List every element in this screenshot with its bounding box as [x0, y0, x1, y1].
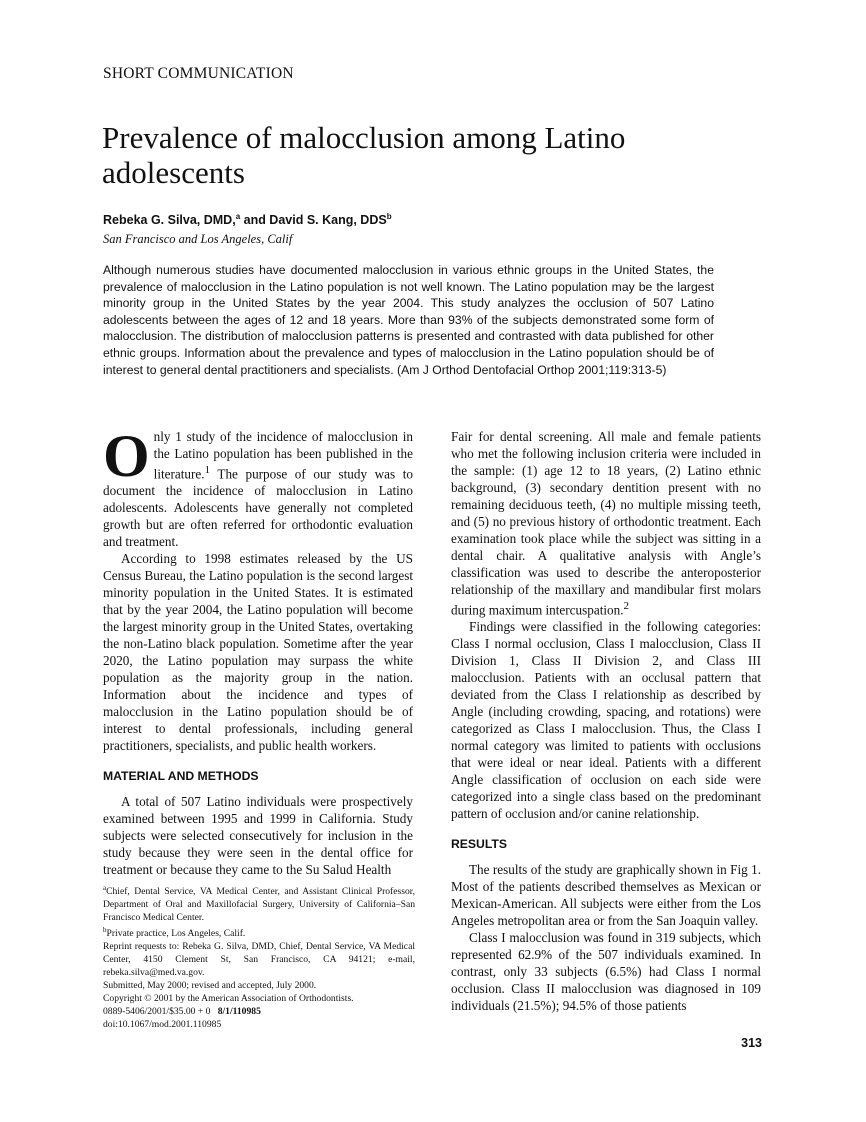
- paragraph: The results of the study are graphically shown in Fig 1. Most of the patients described themselves as Mexican or Mexican-American. All subjects were either from the Los Angeles metropolitan area or from the San Joaquin valley.: [451, 862, 761, 929]
- author-2-sup: b: [386, 212, 392, 221]
- text: The purpose of our study was to document the incidence of malocclusion in Latino adolescents. Adolescents have generally not completed growth but are often referred for orthodontic evaluation and treatment.: [103, 466, 413, 550]
- code: 8/1/110985: [217, 1006, 261, 1018]
- left-column: [103, 423, 413, 878]
- author-2: and David S. Kang, DDS: [240, 213, 387, 228]
- section-label: SHORT COMMUNICATION: [103, 65, 294, 82]
- text: Fair for dental screening. All male and female patients who met the following inclusion criteria were included in the sample: (1) age 12 to 18 years, (2) Latino ethnic background, (3) secondary dentition present with no remaining deciduous teeth, (4) no multiple missing teeth, and (5) no previous history of orthodontic treatment. Each examination took place while the subject was sitting in a dental chair. A qualitative analysis with Angle’s classification was used to describe the anteroposterior relationship of the maxillary and mandibular first molars during maximum intercuspation.: [451, 429, 761, 618]
- issn-text: 0889-5406/2001/$35.00 + 0: [103, 1006, 211, 1018]
- drop-cap: O: [103, 423, 150, 489]
- right-column: [451, 428, 761, 1014]
- article-title: Prevalence of malocclusion among Latino adolescents: [102, 120, 626, 190]
- sup: a: [103, 884, 107, 892]
- affiliation: San Francisco and Los Angeles, Calif: [103, 232, 293, 246]
- author-1-sup: a: [235, 212, 241, 221]
- issn: [103, 1005, 415, 1018]
- page-number: 313: [741, 1036, 762, 1050]
- authors: [103, 212, 392, 227]
- reprint-requests: Reprint requests to: Rebeka G. Silva, DMD, Chief, Dental Service, VA Medical Center, 4150 Clement St, San Francisco, CA 94121; e-mail, rebeka.silva@med.va.gov.: [103, 941, 415, 979]
- text: Private practice, Los Angeles, Calif.: [106, 928, 246, 940]
- footnote-a: [103, 882, 415, 924]
- paragraph: Findings were classified in the following categories: Class I normal occlusion, Class I malocclusion, Class II Division 1, Class II Division 2, and Class III malocclusion. Patients with an occlusal pattern that deviated from the Class I relationship as described by Angle (including crowding, spacing, and rotations) were categorized as Class I malocclusion. Thus, the Class I normal category was limited to patients with occlusions that were ideal or near ideal. Patients with a different Angle classification of occlusion on each side were categorized into a single class based on the predominant pattern of occlusion and/or canine relationship.: [451, 619, 761, 822]
- text: Chief, Dental Service, VA Medical Center, and Assistant Clinical Professor, Department of Oral and Maxillofacial Surgery, University of California–San Francisco Medical Center.: [103, 886, 415, 924]
- paragraph: [451, 428, 761, 618]
- abstract: Although numerous studies have documented malocclusion in various ethnic groups in the United States, the prevalence of malocclusion in the Latino population is not well known. The Latino population may be the largest minority group in the United States by the year 2004. This study analyzes the occlusion of 507 Latino adolescents between the ages of 12 and 18 years. More than 93% of the subjects demonstrated some form of malocclusion. The distribution of malocclusion patterns is presented and contrasted with data published for other ethnic groups. Information about the prevalence and types of malocclusion in the Latino population should be of interest to general dental practitioners and specialists. (Am J Orthod Dentofacial Orthop 2001;119:313-5): [103, 263, 714, 377]
- heading-methods: MATERIAL AND METHODS: [103, 769, 259, 784]
- heading-results: RESULTS: [451, 837, 507, 852]
- footnotes: [103, 882, 415, 1031]
- submitted: Submitted, May 2000; revised and accepted, July 2000.: [103, 980, 317, 992]
- doi: doi:10.1067/mod.2001.110985: [103, 1019, 222, 1031]
- paragraph: Class I malocclusion was found in 319 subjects, which represented 62.9% of the 507 individuals examined. In contrast, only 33 subjects (6.5%) had Class I normal occlusion. Class II malocclusion was diagnosed in 109 individuals (21.5%); 94.5% of those patients: [451, 930, 761, 1014]
- reference: 1: [204, 464, 211, 476]
- sup: b: [103, 926, 107, 935]
- author-1: Rebeka G. Silva, DMD,: [103, 213, 236, 228]
- footnote-b: [103, 924, 415, 940]
- paragraph: [103, 423, 413, 550]
- reference: 2: [623, 600, 630, 612]
- text: nly 1 study of the incidence of malocclusion in the Latino population has been published in the literature.: [153, 429, 413, 482]
- paragraph: According to 1998 estimates released by the US Census Bureau, the Latino population is the second largest minority population in the United States. It is estimated that by the year 2004, the Latino population will become the largest minority group in the United States, overtaking the non-Latino black population. Sometime after the year 2020, the Latino population may surpass the white population as the majority group in the nation. Information about the incidence and types of malocclusion in the Latino population should be of interest to dental professionals, including general practitioners, specialists, and public health workers.: [103, 551, 413, 754]
- paragraph: A total of 507 Latino individuals were prospectively examined between 1995 and 1999 in California. Study subjects were selected consecutively for inclusion in the study because they were seen in the dental office for treatment or because they came to the Su Salud Health: [103, 794, 413, 878]
- copyright: Copyright © 2001 by the American Association of Orthodontists.: [103, 993, 354, 1005]
